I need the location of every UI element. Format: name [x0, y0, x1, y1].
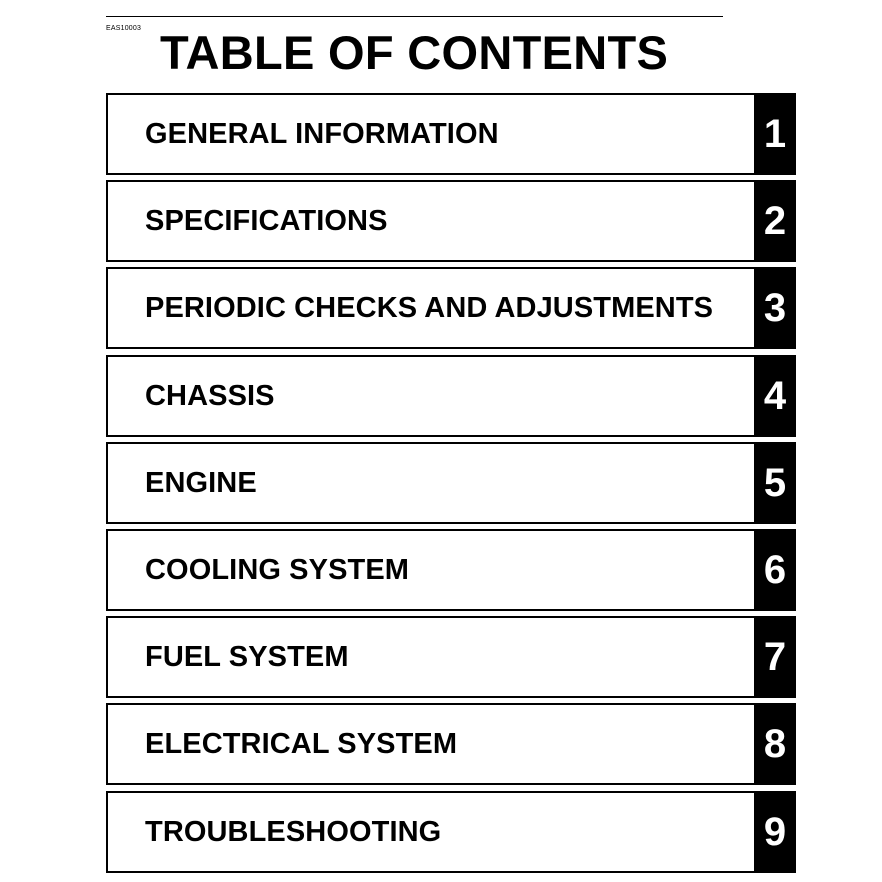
toc-entry-troubleshooting[interactable] [106, 791, 796, 873]
toc-chapter-tab[interactable]: 5 [754, 442, 796, 524]
toc-entry-box [106, 93, 754, 175]
toc-entry-cooling-system[interactable] [106, 529, 796, 611]
toc-chapter-tab[interactable]: 9 [754, 791, 796, 873]
toc-chapter-tab[interactable]: 1 [754, 93, 796, 175]
toc-entry-engine[interactable] [106, 442, 796, 524]
toc-chapter-tab[interactable]: 7 [754, 616, 796, 698]
toc-entry-box [106, 703, 754, 785]
toc-entry-label: FUEL SYSTEM [145, 641, 349, 674]
toc-entry-box [106, 529, 754, 611]
toc-entry-box [106, 616, 754, 698]
toc-entry-label: ELECTRICAL SYSTEM [145, 728, 458, 761]
page-title: TABLE OF CONTENTS [160, 26, 669, 79]
toc-chapter-tab[interactable]: 6 [754, 529, 796, 611]
toc-entry-general-information[interactable] [106, 93, 796, 175]
toc-entry-box [106, 791, 754, 873]
toc-entry-label: COOLING SYSTEM [145, 553, 410, 586]
toc-entry-label: TROUBLESHOOTING [145, 815, 442, 848]
toc-entry-label: CHASSIS [145, 379, 275, 412]
top-rule [106, 16, 723, 17]
toc-entry-label: ENGINE [145, 466, 257, 499]
toc-entry-electrical-system[interactable] [106, 703, 796, 785]
toc-entry-periodic-checks[interactable] [106, 267, 796, 349]
toc-chapter-tab[interactable]: 4 [754, 355, 796, 437]
toc-entry-label: GENERAL INFORMATION [145, 118, 499, 150]
toc-entry-box [106, 355, 754, 437]
toc-chapter-tab[interactable]: 2 [754, 180, 796, 262]
toc-entry-label: PERIODIC CHECKS AND ADJUSTMENTS [145, 292, 714, 325]
toc-entry-chassis[interactable] [106, 355, 796, 437]
toc-entry-specifications[interactable] [106, 180, 796, 262]
toc-entry-box [106, 267, 754, 349]
toc-entry-fuel-system[interactable] [106, 616, 796, 698]
toc-entry-label: SPECIFICATIONS [145, 205, 388, 238]
toc-chapter-tab[interactable]: 8 [754, 703, 796, 785]
toc-entry-box [106, 442, 754, 524]
toc-list [106, 93, 796, 878]
toc-entry-box [106, 180, 754, 262]
document-code: EAS10003 [106, 25, 142, 32]
toc-chapter-tab[interactable]: 3 [754, 267, 796, 349]
